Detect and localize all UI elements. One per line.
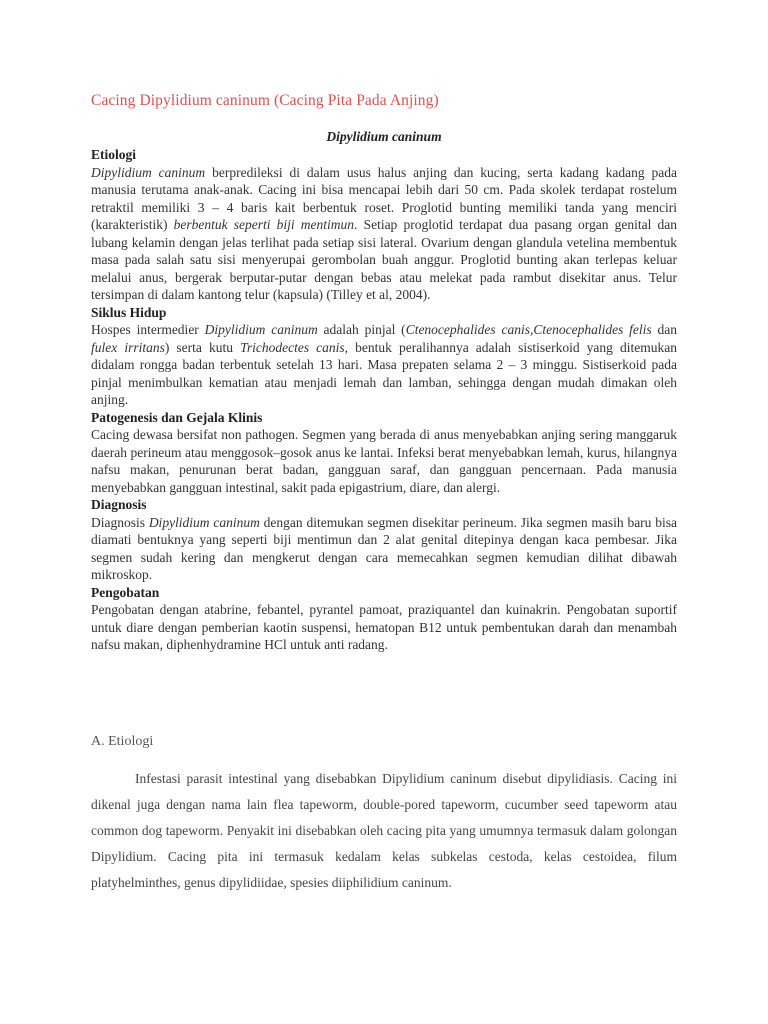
section-heading: Patogenesis dan Gejala Klinis <box>91 409 263 425</box>
section-heading: Etiologi <box>91 147 137 162</box>
text-run: dan <box>651 322 678 337</box>
sections-container <box>91 146 677 654</box>
section-a-paragraph: Infestasi parasit intestinal yang disebabkan Dipylidium caninum disebut dipylidiasis. Cacing ini dikenal juga dengan nama lain flea tapeworm, double-pored tapeworm, cucumber seed tapeworm atau common dog tapeworm. Penyakit ini disebabkan oleh cacing pita yang umumnya termasuk dalam golongan Dipylidium. Cacing pita ini termasuk kedalam kelas subkelas cestoda, kelas cestoidea, filum platyhelminthes, genus dipylidiidae, spesies diiphilidium caninum. <box>91 771 677 890</box>
text-run: Pengobatan dengan atabrine, febantel, pyrantel pamoat, praziquantel dan kuinakrin. Pengobatan suportif untuk diare dengan pemberian kaotin suspensi, hematopan B12 untuk pembentukan darah dan menambah nafsu makan, diphenhydramine HCl untuk anti radang. <box>91 602 677 652</box>
text-run: . Setiap proglotid terdapat dua pasang organ genital dan lubang kelamin dengan jelas terlihat pada setiap sisi lateral. Ovarium dengan glandula vetelina membentuk masa pada salah satu sisi menyerupai gerombolan buah anggur. Proglotid bunting akan terlepas keluar melalui anus, bergerak berputar-putar dengan bebas atau melekat pada rambut disekitar anus. Telur tersimpan di dalam kantong telur (kapsula) (Tilley et al, 2004). <box>91 217 678 302</box>
italic-term: berbentuk seperti biji mentimun <box>173 217 355 232</box>
text-run: dengan ditemukan segmen disekitar perineum. Jika segmen masih baru bisa diamati bentuknya yang seperti biji mentimun dan 2 alat genital ditepinya dengan kaca pembesar. Jika segmen sudah kering dan mengkerut dengan cara memecahkan segmen kemudian dilihat dibawah mikroskop. <box>91 514 677 582</box>
italic-term: Dipylidium caninum <box>148 514 260 530</box>
text-run: Cacing dewasa bersifat non pathogen. Segmen yang berada di anus menyebabkan anjing sering manggaruk daerah perineum atau menggosok–gosok anus ke lantai. Infeksi berat menyebabkan lemah, kurus, hilangnya nafsu makan, penurunan berat badan, gangguan saraf, dan gangguan pencernaan. Pada manusia menyebabkan gangguan intestinal, sakit pada epigastrium, diare, dan alergi. <box>91 427 677 495</box>
text-run: adalah pinjal ( <box>317 322 406 337</box>
section-paragraph <box>91 426 677 496</box>
italic-term: Ctenocephalides canis,Ctenocephalides felis <box>405 322 652 337</box>
section-a-heading: A. Etiologi <box>91 734 154 749</box>
document-body <box>91 128 677 654</box>
section-heading: Pengobatan <box>91 584 160 600</box>
section-heading: Diagnosis <box>91 497 147 512</box>
text-run: berpredileksi di dalam usus halus anjing dan kucing, serta kadang kadang pada manusia terutama anak-anak. Cacing ini bisa mencapai lebih dari 50 cm. Pada skolek terdapat rostelum retraktil memiliki 3 – 4 baris kait berbentuk roset. Proglotid bunting memiliki tanda yang menciri (karakteristik) <box>91 164 677 232</box>
document-title: Cacing Dipylidium caninum (Cacing Pita Pada Anjing) <box>91 92 439 109</box>
italic-term: Trichodectes canis <box>240 339 345 355</box>
section-paragraph <box>91 514 677 584</box>
section-paragraph <box>91 164 677 304</box>
italic-term: Dipylidium caninum <box>91 164 206 180</box>
text-run: ) serta kutu <box>164 339 241 355</box>
italic-term: fulex irritans <box>91 339 165 355</box>
section-heading: Siklus Hidup <box>91 304 167 320</box>
subject-heading: Dipylidium caninum <box>326 129 442 144</box>
italic-term: Dipylidium caninum <box>204 322 318 337</box>
text-run: Diagnosis <box>91 514 149 530</box>
text-run: , bentuk peralihannya adalah sistiserkoid yang ditemukan didalam rongga badan terbentuk setelah 13 hari. Masa prepaten selama 2 – 3 minggu. Sistiserkoid pada pinjal menimbulkan kematian atau menjadi lemah dan lamban, sehingga dengan mudah dimakan oleh anjing. <box>91 339 677 407</box>
section-paragraph <box>91 601 677 654</box>
text-run: Hospes intermedier <box>91 322 205 337</box>
section-paragraph <box>91 321 677 409</box>
